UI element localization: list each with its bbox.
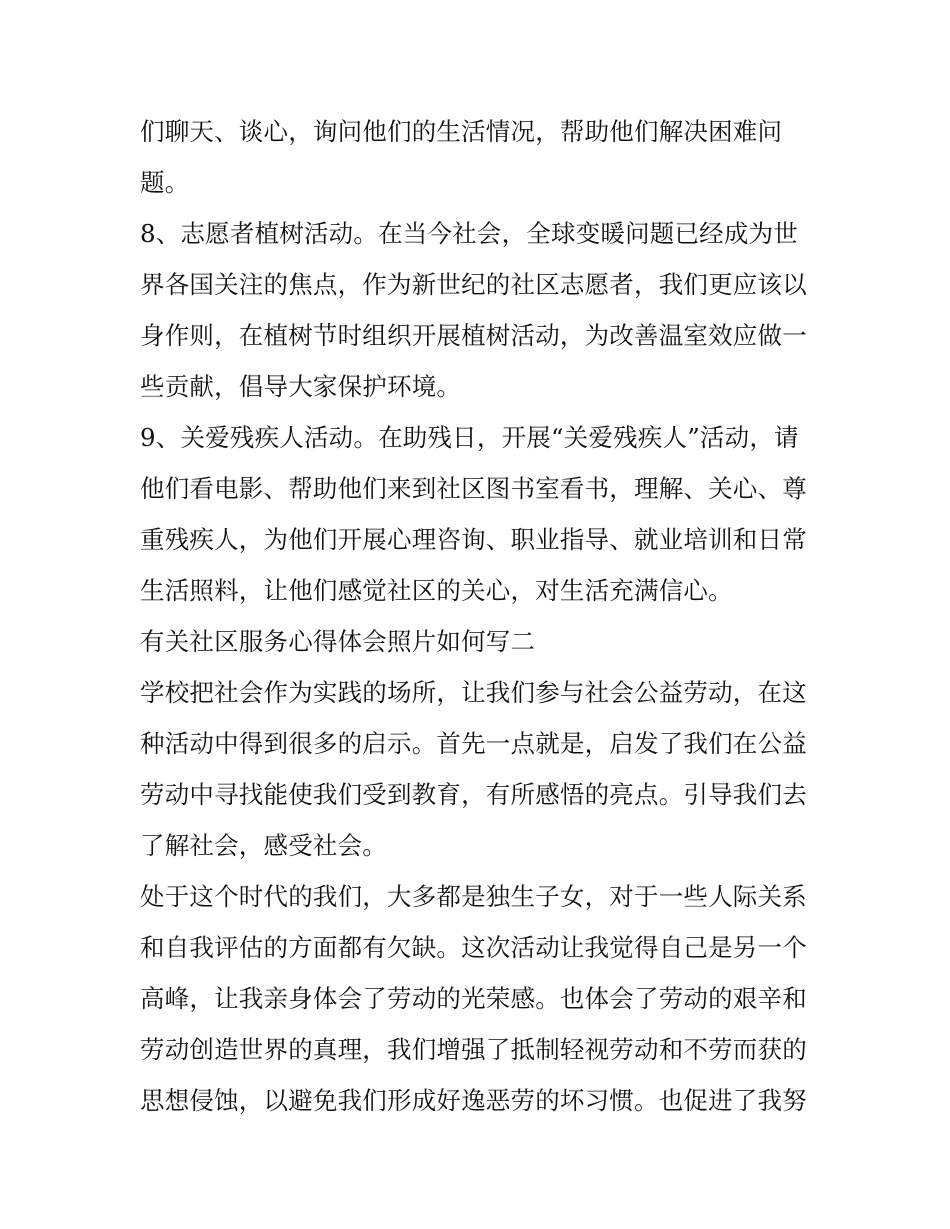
text-line: 身作则，在植树节时组织开展植树活动，为改善温室效应做一 [140,321,807,350]
text-line: 生活照料，让他们感觉社区的关心，对生活充满信心。 [140,576,733,605]
text-line: 处于这个时代的我们，大多都是独生子女，对于一些人际关系 [140,882,807,911]
text-line: 们聊天、谈心，询问他们的生活情况，帮助他们解决困难问 [140,117,783,146]
text-line: 劳动中寻找能使我们受到教育，有所感悟的亮点。引导我们去 [140,780,807,809]
section-heading: 有关社区服务心得体会照片如何写二 [140,627,536,656]
text-line: 劳动创造世界的真理，我们增强了抵制轻视劳动和不劳而获的 [140,1035,807,1064]
text-line: 了解社会，感受社会。 [140,831,387,860]
text-line: 种活动中得到很多的启示。首先一点就是，启发了我们在公益 [140,729,807,758]
document-body [140,106,820,1126]
text-line: 界各国关注的焦点，作为新世纪的社区志愿者，我们更应该以 [140,270,807,299]
text-line: 9、关爱残疾人活动。在助残日，开展“关爱残疾人”活动，请 [140,423,799,452]
text-line: 8、志愿者植树活动。在当今社会，全球变暖问题已经成为世 [140,219,798,248]
text-line: 学校把社会作为实践的场所，让我们参与社会公益劳动，在这 [140,678,807,707]
text-line: 些贡献，倡导大家保护环境。 [140,372,462,401]
text-line: 思想侵蚀，以避免我们形成好逸恶劳的坏习惯。也促进了我努 [140,1086,807,1115]
text-line: 他们看电影、帮助他们来到社区图书室看书，理解、关心、尊 [140,474,807,503]
text-line: 高峰，让我亲身体会了劳动的光荣感。也体会了劳动的艰辛和 [140,984,807,1013]
text-line: 题。 [140,168,190,197]
text-line: 重残疾人，为他们开展心理咨询、职业指导、就业培训和日常 [140,525,807,554]
text-line: 和自我评估的方面都有欠缺。这次活动让我觉得自己是另一个 [140,933,807,962]
